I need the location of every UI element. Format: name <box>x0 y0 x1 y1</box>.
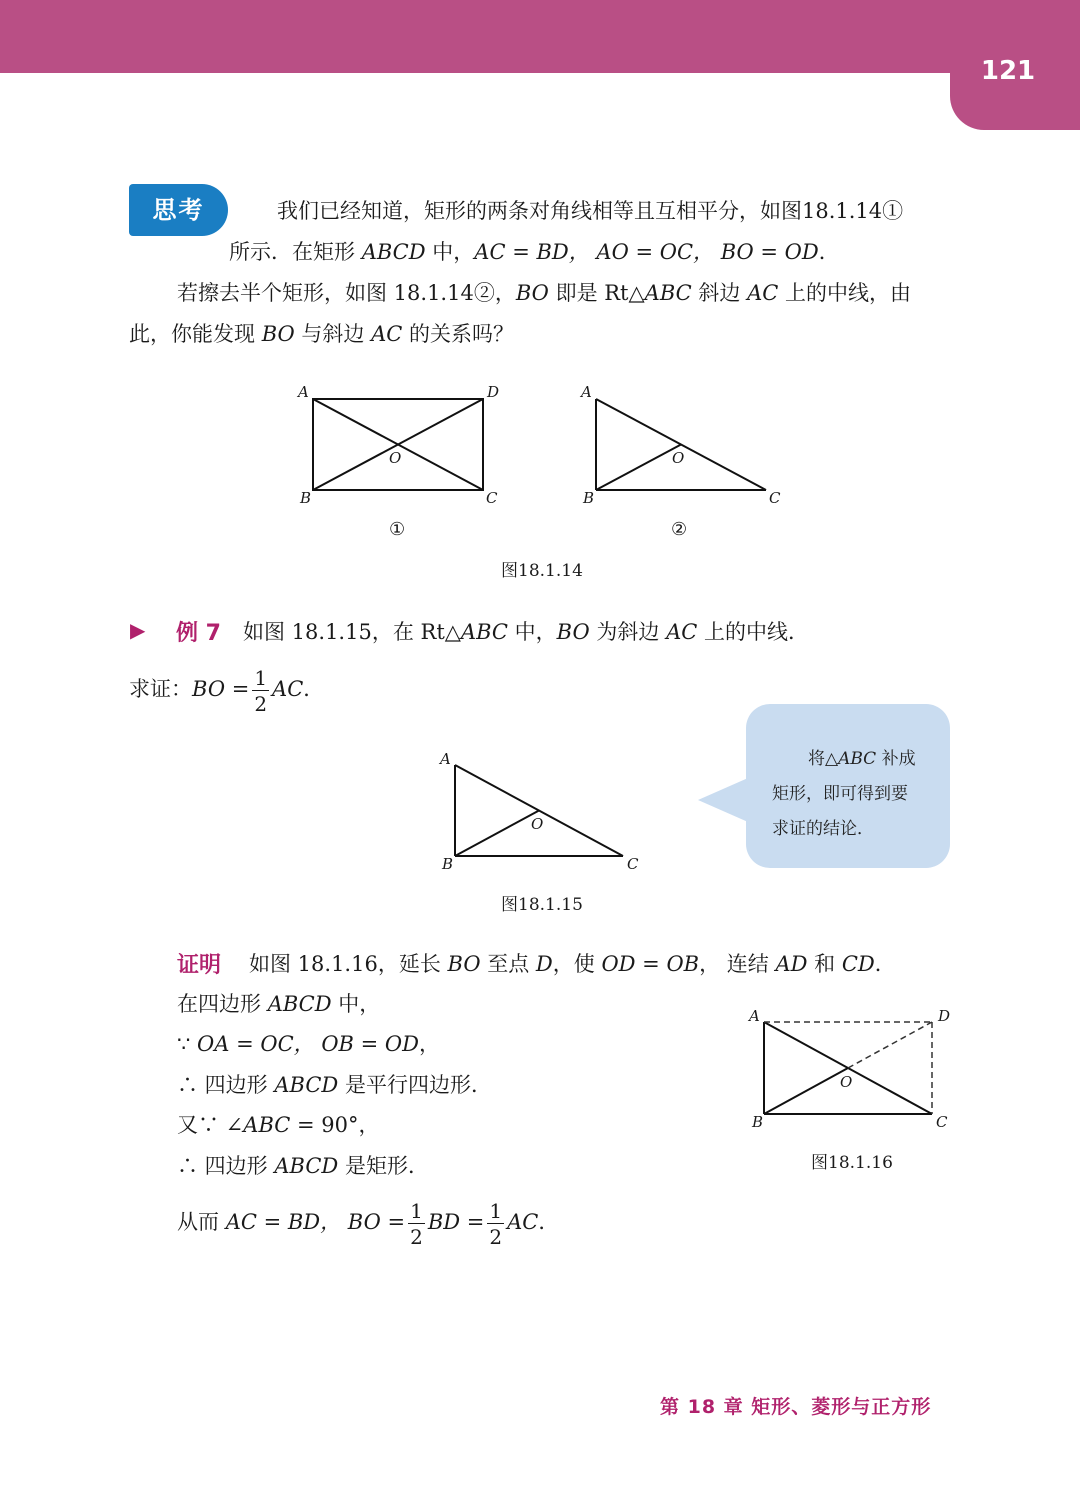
think-line-4: 此，你能发现 BO 与斜边 AC 的关系吗？ <box>129 322 515 346</box>
fig15-label-b: B <box>442 855 454 873</box>
fig14-sub-2: ② <box>671 519 688 540</box>
proof-line-5: 又∵ ∠ABC = 90°， <box>177 1113 380 1137</box>
fig15-label-a: A <box>440 750 451 768</box>
fraction-one-half: $\frac{1}{2}$ <box>254 665 268 716</box>
hint-line-1: 将△ABC 补成 <box>808 749 916 769</box>
fig14b-label-c: C <box>769 489 781 507</box>
proof-line-7: 从而 AC = BD， BO = $\frac{1}{2}$ BD = $\frac{1}{2}$ AC． <box>177 1198 560 1249</box>
think-line-3: 若擦去半个矩形，如图 18.1.14②，BO 即是 Rt△ABC 斜边 AC 上的中线，由 <box>177 281 911 305</box>
segment-bo <box>764 1068 848 1114</box>
fig14b-label-a: A <box>581 383 592 401</box>
proof-line-2: 在四边形 ABCD 中， <box>177 992 381 1016</box>
fig14-label-o: O <box>389 449 402 467</box>
proof-line-1: 如图 18.1.16，延长 BO 至点 D，使 OD = OB， 连结 AD 和 CD． <box>249 952 896 976</box>
fig14-label-d: D <box>487 383 500 401</box>
proof-line-6: ∴ 四边形 ABCD 是矩形． <box>177 1154 429 1178</box>
dashed-od <box>848 1022 932 1068</box>
fig14b-label-b: B <box>583 489 595 507</box>
example-statement: 如图 18.1.15，在 Rt△ABC 中，BO 为斜边 AC 上的中线． <box>243 620 809 644</box>
think-line-2: 所示．在矩形 ABCD 中，AC = BD， AO = OC， BO = OD． <box>229 240 840 264</box>
fig14-label-b: B <box>300 489 312 507</box>
fig15-caption: 图18.1.15 <box>501 895 583 915</box>
fig15-label-o: O <box>531 815 544 833</box>
fig16-label-a: A <box>749 1007 760 1025</box>
think-tag: 思考 <box>129 184 228 236</box>
fig15-label-c: C <box>627 855 639 873</box>
hint-line-3: 求证的结论． <box>772 819 874 839</box>
fig14-label-c: C <box>486 489 498 507</box>
fig16-label-c: C <box>936 1113 948 1131</box>
fig14-caption: 图18.1.14 <box>501 561 583 581</box>
page-number: 121 <box>980 56 1036 86</box>
fig16-caption: 图18.1.16 <box>811 1153 893 1173</box>
fraction-one-half-b: $\frac{1}{2}$ <box>489 1198 503 1249</box>
example-prove: 求证：BO = $\frac{1}{2}$ AC． <box>129 665 325 716</box>
example-arrow-icon: ▶ <box>130 618 146 642</box>
fig14b-label-o: O <box>672 449 685 467</box>
proof-line-3: ∵ OA = OC， OB = OD， <box>177 1032 440 1056</box>
fraction-one-half-a: $\frac{1}{2}$ <box>410 1198 423 1249</box>
proof-line-4: ∴ 四边形 ABCD 是平行四边形． <box>177 1073 492 1097</box>
chapter-footer: 第 18 章 矩形、菱形与正方形 <box>660 1396 932 1418</box>
fig16-label-b: B <box>752 1113 764 1131</box>
hint-line-2: 矩形，即可得到要 <box>772 784 908 804</box>
fig14-sub-1: ① <box>389 519 406 540</box>
proof-label: 证明 <box>177 953 222 978</box>
fig16-label-o: O <box>840 1073 853 1091</box>
fig16-label-d: D <box>938 1007 951 1025</box>
fig14-label-a: A <box>298 383 309 401</box>
example-label: 例 7 <box>176 621 221 646</box>
think-line-1: 我们已经知道，矩形的两条对角线相等且互相平分，如图18.1.14① <box>277 199 904 223</box>
